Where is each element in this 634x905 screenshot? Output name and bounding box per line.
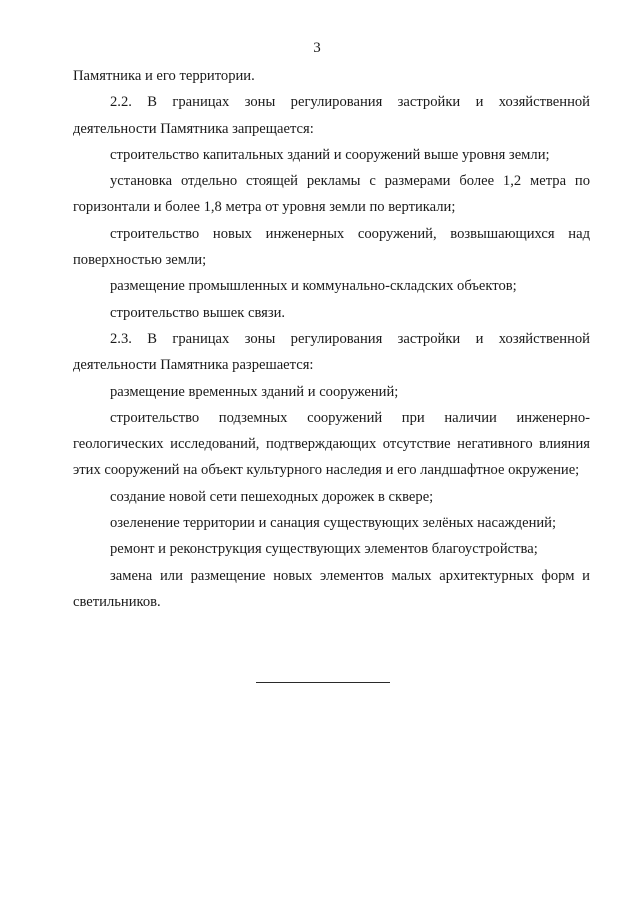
permission-item: размещение временных зданий и сооружений; xyxy=(110,383,399,400)
page-number: 3 xyxy=(313,40,321,56)
prohibition-item: строительство капитальных зданий и сооружений выше уровня земли; xyxy=(110,146,550,163)
prohibition-item: строительство новых инженерных сооружений, возвышающихся над поверхностью земли; xyxy=(73,225,590,269)
prohibition-item: строительство вышек связи. xyxy=(110,304,286,321)
end-divider-line xyxy=(256,682,390,683)
permission-item: строительство подземных сооружений при наличии инженерно-геологических исследований, подтверждающих отсутствие негативного влияния этих сооружений на объект культурного наследия и его ландшафтное окружение; xyxy=(73,409,590,479)
permission-item: озеленение территории и санация существующих зелёных насаждений; xyxy=(110,515,557,532)
permission-item: замена или размещение новых элементов малых архитектурных форм и светильников. xyxy=(73,567,590,610)
prohibition-item: установка отдельно стоящей рекламы с размерами более 1,2 метра по горизонтали и более 1,8 метра от уровня земли по вертикали; xyxy=(73,173,590,216)
clause-2-3: 2.3. В границах зоны регулирования застройки и хозяйственной деятельности Памятника разрешается: xyxy=(73,330,590,374)
permission-item: создание новой сети пешеходных дорожек в сквере; xyxy=(110,488,434,505)
paragraph-continuation: Памятника и его территории. xyxy=(73,68,255,84)
document-body xyxy=(73,63,590,615)
permission-item: ремонт и реконструкция существующих элементов благоустройства; xyxy=(110,541,538,558)
clause-2-2: 2.2. В границах зоны регулирования застройки и хозяйственной деятельности Памятника запрещается: xyxy=(73,94,590,137)
prohibition-item: размещение промышленных и коммунально-складских объектов; xyxy=(110,278,517,295)
